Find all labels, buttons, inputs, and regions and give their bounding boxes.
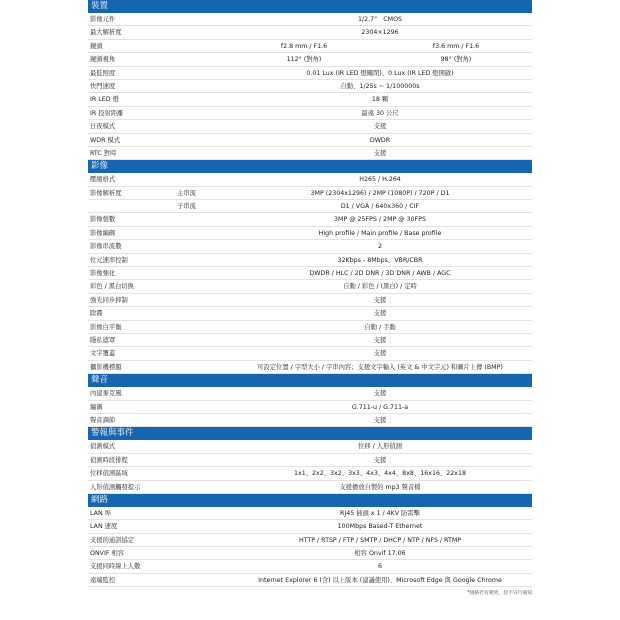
spec-row xyxy=(88,107,532,120)
spec-value: H265 / H.264 xyxy=(359,176,401,184)
spec-value: 112° (對角) xyxy=(286,56,322,64)
spec-label: 遠端監控 xyxy=(90,576,116,584)
spec-label: 影像強化 xyxy=(90,270,116,278)
spec-row xyxy=(88,481,532,494)
spec-label: IR 投射距離 xyxy=(90,109,124,117)
spec-value: 支援播放自製的 mp3 聲音檔 xyxy=(339,483,421,491)
spec-value: RJ45 插頭 x 1 / 4KV 防雷擊 xyxy=(339,509,421,517)
spec-value: D1 / VGA / 640x360 / CIF xyxy=(340,203,420,211)
spec-value: 支援 xyxy=(373,296,387,304)
spec-label: 影像元件 xyxy=(90,16,116,23)
spec-label: 影像串流數 xyxy=(90,243,122,251)
spec-value: 18 顆 xyxy=(371,96,389,104)
spec-value-pair xyxy=(228,40,532,53)
spec-row xyxy=(88,254,532,267)
section-header: 網路 xyxy=(88,494,532,507)
spec-value: 支援 xyxy=(373,149,387,157)
spec-value: f3.6 mm / F1.6 xyxy=(432,42,480,50)
spec-label: 人形偵測觸發提示 xyxy=(90,483,141,491)
spec-label: 壓縮格式 xyxy=(90,176,116,184)
spec-value: HTTP / RTSP / FTP / SMTP / DHCP / NTP / NFS / RTMP xyxy=(298,536,462,544)
spec-label: 鏡頭視角 xyxy=(90,56,116,64)
spec-row xyxy=(88,574,532,587)
spec-row xyxy=(88,267,532,280)
spec-label: 最大解析度 xyxy=(90,29,122,37)
spec-row xyxy=(88,414,532,427)
spec-row xyxy=(88,13,532,26)
spec-value: 支援 xyxy=(373,416,387,424)
spec-label: 文字覆蓋 xyxy=(90,350,116,358)
spec-label: LAN 埠 xyxy=(90,509,111,517)
spec-sheet xyxy=(88,0,532,596)
spec-sublabel: 子串流 xyxy=(177,203,196,211)
spec-row xyxy=(88,361,532,374)
spec-row xyxy=(88,227,532,240)
section-header: 裝置 xyxy=(88,0,532,13)
spec-value: 1/2.7" CMOS xyxy=(357,16,403,23)
spec-label: 支援的通訊協定 xyxy=(90,536,135,544)
spec-value: 支援 xyxy=(373,350,387,358)
spec-row xyxy=(88,347,532,360)
footnote: *規格若有變更，恕不另行通知 xyxy=(467,591,532,597)
spec-value: 支援 xyxy=(373,336,387,344)
spec-value: High profile / Main profile / Base profile xyxy=(318,229,442,237)
section-header: 影像 xyxy=(88,160,532,173)
spec-value: 位移 / 人形偵測 xyxy=(358,443,402,451)
spec-row xyxy=(88,507,532,520)
spec-label: 內建麥克風 xyxy=(90,390,122,398)
spec-label: 快門速度 xyxy=(90,82,116,90)
spec-value: 自動 / 手動 xyxy=(364,323,396,331)
spec-label: 支援同時線上人數 xyxy=(90,563,141,571)
spec-label: 聲音調節 xyxy=(90,416,116,424)
spec-value: 1x1、2x2、3x2、3x3、4x3、4x4、8x8、16x16、22x18 xyxy=(293,470,467,478)
spec-row xyxy=(88,147,532,160)
spec-label: LAN 速度 xyxy=(90,523,118,531)
spec-row xyxy=(88,240,532,253)
section-header: 警報與事件 xyxy=(88,427,532,440)
spec-value: 相容 Onvif 17.06 xyxy=(354,550,406,558)
spec-row xyxy=(88,321,532,334)
spec-value: 98° (對角) xyxy=(440,56,472,64)
spec-row xyxy=(88,67,532,80)
spec-label: 偵測時段排程 xyxy=(90,456,128,464)
spec-label: ONVIF 相容 xyxy=(90,550,125,558)
spec-label: RTC 對時 xyxy=(90,149,117,157)
spec-row xyxy=(88,173,532,186)
spec-row xyxy=(88,93,532,106)
spec-row xyxy=(88,200,532,213)
spec-row xyxy=(88,547,532,560)
spec-row xyxy=(88,307,532,320)
spec-value: Internet Explorer 6 (含) 以上版本 (建議使用)、Microsoft Edge 與 Google Chrome xyxy=(258,576,502,584)
spec-row xyxy=(88,334,532,347)
spec-row xyxy=(88,134,532,147)
spec-value: 3MP @ 25FPS / 2MP @ 30FPS xyxy=(333,216,427,224)
spec-value: G.711-u / G.711-a xyxy=(351,403,409,411)
spec-label: 位元速率控制 xyxy=(90,256,128,264)
spec-label: 偵測模式 xyxy=(90,443,116,451)
spec-row xyxy=(88,534,532,547)
spec-label: 攝影機標題 xyxy=(90,363,122,371)
spec-row xyxy=(88,467,532,480)
spec-value: DWDR / HLC / 2D DNR / 3D DNR / AWB / AGC xyxy=(309,270,451,278)
spec-label: IR LED 燈 xyxy=(90,96,119,104)
spec-value: 2 xyxy=(377,243,382,251)
spec-row xyxy=(88,26,532,39)
spec-label: 鏡頭 xyxy=(90,42,103,50)
spec-value: DWDR xyxy=(369,136,391,144)
spec-label: 隱私遮罩 xyxy=(90,336,116,344)
spec-label: 位移偵測區域 xyxy=(90,470,128,478)
spec-value: 最遠 30 公尺 xyxy=(361,109,399,117)
spec-label: 日夜模式 xyxy=(90,123,116,131)
spec-row xyxy=(88,387,532,400)
spec-value: 100Mbps Based-T Ethernet xyxy=(337,523,423,531)
spec-label: 彩色 / 黑白切換 xyxy=(90,283,134,291)
spec-value: f2.8 mm / F1.6 xyxy=(280,42,328,50)
spec-row xyxy=(88,213,532,226)
spec-row xyxy=(88,560,532,573)
spec-row xyxy=(88,187,532,200)
spec-row xyxy=(88,520,532,533)
spec-row xyxy=(88,40,532,53)
spec-value: 2304×1296 xyxy=(361,29,399,37)
spec-value: 支援 xyxy=(373,123,387,131)
spec-label: WDR 模式 xyxy=(90,136,121,144)
spec-value: 自動 / 彩色 / (黑白) / 定時 xyxy=(343,283,417,291)
spec-value: 支援 xyxy=(373,310,387,318)
spec-row xyxy=(88,440,532,453)
spec-value: 0.01 Lux (IR LED 燈關閉)、0 Lux (IR LED 燈開啟) xyxy=(306,69,454,77)
spec-row xyxy=(88,53,532,66)
spec-label: 影像白平衡 xyxy=(90,323,122,331)
spec-label: 編碼 xyxy=(90,403,103,411)
spec-label: 最低照度 xyxy=(90,69,116,77)
spec-value: 3MP (2304x1296) / 2MP (1080P) / 720P / D1 xyxy=(310,189,450,197)
spec-value: 6 xyxy=(377,563,382,571)
spec-label: 影像編碼 xyxy=(90,229,116,237)
spec-value: 支援 xyxy=(373,456,387,464)
spec-row xyxy=(88,120,532,133)
section-header: 聲音 xyxy=(88,374,532,387)
spec-sublabel: 主串流 xyxy=(177,189,196,197)
spec-row xyxy=(88,401,532,414)
spec-label: 影像解析度 xyxy=(90,189,122,197)
spec-value-pair xyxy=(228,53,532,66)
spec-row xyxy=(88,80,532,93)
spec-row xyxy=(88,294,532,307)
spec-row xyxy=(88,454,532,467)
spec-value: 32Kbps - 8Mbps、VBR/CBR xyxy=(337,256,423,264)
spec-label: 強光同步抑制 xyxy=(90,296,128,304)
spec-label: 影像張數 xyxy=(90,216,116,224)
spec-value: 可設定位置 / 字型大小 / 字串內容；支援文字輸入 (英文 & 中文字元) 和圖片上傳 (BMP) xyxy=(257,363,503,371)
spec-value: 支援 xyxy=(373,390,387,398)
spec-label: 除霧 xyxy=(90,310,103,318)
spec-row xyxy=(88,280,532,293)
spec-value: 自動、1/25s ~ 1/100000s xyxy=(340,82,420,90)
